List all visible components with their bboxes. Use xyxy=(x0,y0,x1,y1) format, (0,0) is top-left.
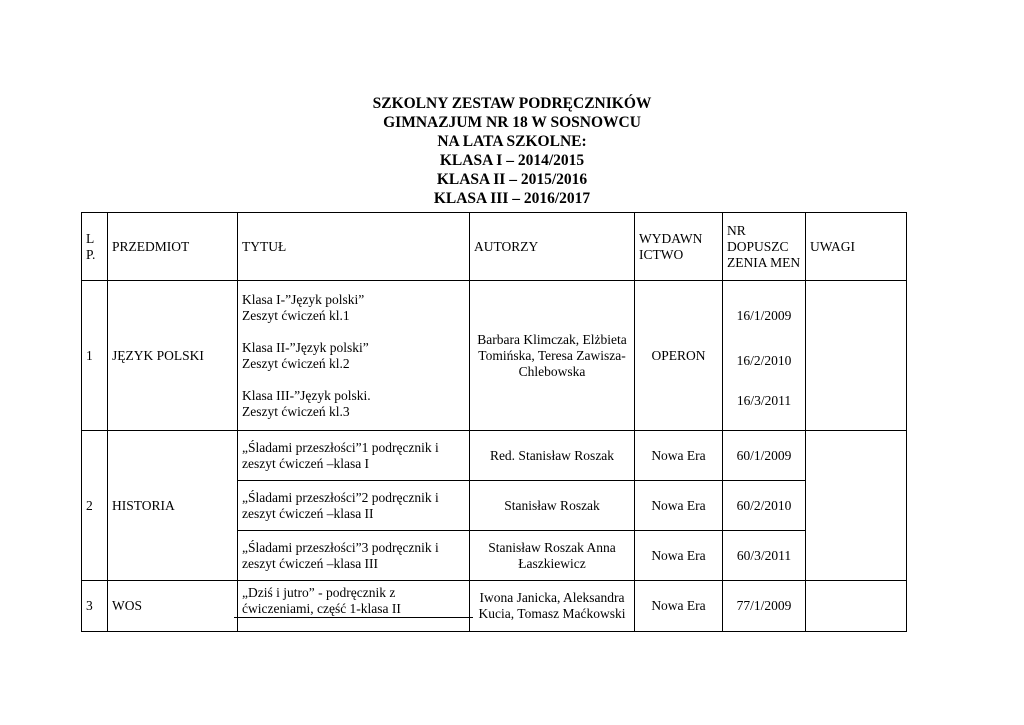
title-line: KLASA I – 2014/2015 xyxy=(439,152,585,169)
row-wydawnictwo: Nowa Era xyxy=(635,481,723,531)
row-lp: 1 xyxy=(82,281,108,431)
tytul-line: Klasa II-”Język polski” xyxy=(242,339,369,355)
tytul-split xyxy=(238,581,469,631)
row-przedmiot: JĘZYK POLSKI xyxy=(108,281,238,431)
divider xyxy=(234,617,473,618)
row-nr: 60/2/2010 xyxy=(723,481,806,531)
tytul-text: „Dziś i jutro” - podręcznik z ćwiczeniami, część 1-klasa II xyxy=(242,585,401,616)
tytul-line: Zeszyt ćwiczeń kl.1 xyxy=(242,307,350,323)
nr-value: 16/1/2009 xyxy=(736,307,792,323)
table-row xyxy=(82,281,907,431)
header-autorzy: AUTORZY xyxy=(470,213,635,281)
row-przedmiot: HISTORIA xyxy=(108,431,238,581)
row-tytul: „Śladami przeszłości”3 podręcznik i zeszyt ćwiczeń –klasa III xyxy=(238,531,470,581)
row-autorzy: Red. Stanisław Roszak xyxy=(470,431,635,481)
title-line: NA LATA SZKOLNE: xyxy=(437,133,587,150)
tytul-block xyxy=(242,388,465,420)
header-wydawnictwo: WYDAWN ICTWO xyxy=(635,213,723,281)
title-line: KLASA III – 2016/2017 xyxy=(433,190,591,207)
header-nr: NR DOPUSZC ZENIA MEN xyxy=(723,213,806,281)
row-uwagi xyxy=(806,581,907,632)
row-przedmiot: WOS xyxy=(108,581,238,632)
row-autorzy: Barbara Klimczak, Elżbieta Tomińska, Teresa Zawisza-Chlebowska xyxy=(470,281,635,431)
table-row xyxy=(82,431,907,481)
header-przedmiot: PRZEDMIOT xyxy=(108,213,238,281)
title-line: GIMNAZJUM NR 18 W SOSNOWCU xyxy=(383,114,641,131)
row-nr xyxy=(723,281,806,431)
row-lp: 3 xyxy=(82,581,108,632)
row-nr: 77/1/2009 xyxy=(723,581,806,632)
title-line: KLASA II – 2015/2016 xyxy=(436,171,588,188)
tytul-block xyxy=(242,292,465,324)
row-wydawnictwo: Nowa Era xyxy=(635,581,723,632)
row-tytul xyxy=(238,281,470,431)
row-autorzy: Stanisław Roszak xyxy=(470,481,635,531)
row-uwagi xyxy=(806,431,907,581)
row-wydawnictwo: Nowa Era xyxy=(635,531,723,581)
row-tytul: „Śladami przeszłości”1 podręcznik i zeszyt ćwiczeń –klasa I xyxy=(238,431,470,481)
row-tytul xyxy=(238,581,470,632)
table-row xyxy=(82,581,907,632)
row-wydawnictwo: Nowa Era xyxy=(635,431,723,481)
header-row xyxy=(82,213,907,281)
row-nr: 60/1/2009 xyxy=(723,431,806,481)
row-uwagi xyxy=(806,281,907,431)
row-tytul: „Śladami przeszłości”2 podręcznik i zeszyt ćwiczeń –klasa II xyxy=(238,481,470,531)
row-wydawnictwo: OPERON xyxy=(635,281,723,431)
nr-value: 16/3/2011 xyxy=(736,392,792,408)
tytul-line: Klasa I-”Język polski” xyxy=(242,291,365,307)
row-autorzy: Iwona Janicka, Aleksandra Kucia, Tomasz Maćkowski xyxy=(470,581,635,632)
header-lp: L P. xyxy=(82,213,108,281)
nr-value: 16/2/2010 xyxy=(736,352,792,368)
title-line: SZKOLNY ZESTAW PODRĘCZNIKÓW xyxy=(372,95,652,112)
document-title xyxy=(0,94,1024,208)
tytul-line: Zeszyt ćwiczeń kl.3 xyxy=(242,403,350,419)
tytul-block xyxy=(242,340,465,372)
header-uwagi: UWAGI xyxy=(806,213,907,281)
textbook-table xyxy=(81,212,907,632)
row-lp: 2 xyxy=(82,431,108,581)
tytul-line: Klasa III-”Język polski. xyxy=(242,387,371,403)
row-nr: 60/3/2011 xyxy=(723,531,806,581)
tytul-line: Zeszyt ćwiczeń kl.2 xyxy=(242,355,350,371)
row-autorzy: Stanisław Roszak Anna Łaszkiewicz xyxy=(470,531,635,581)
header-tytul: TYTUŁ xyxy=(238,213,470,281)
